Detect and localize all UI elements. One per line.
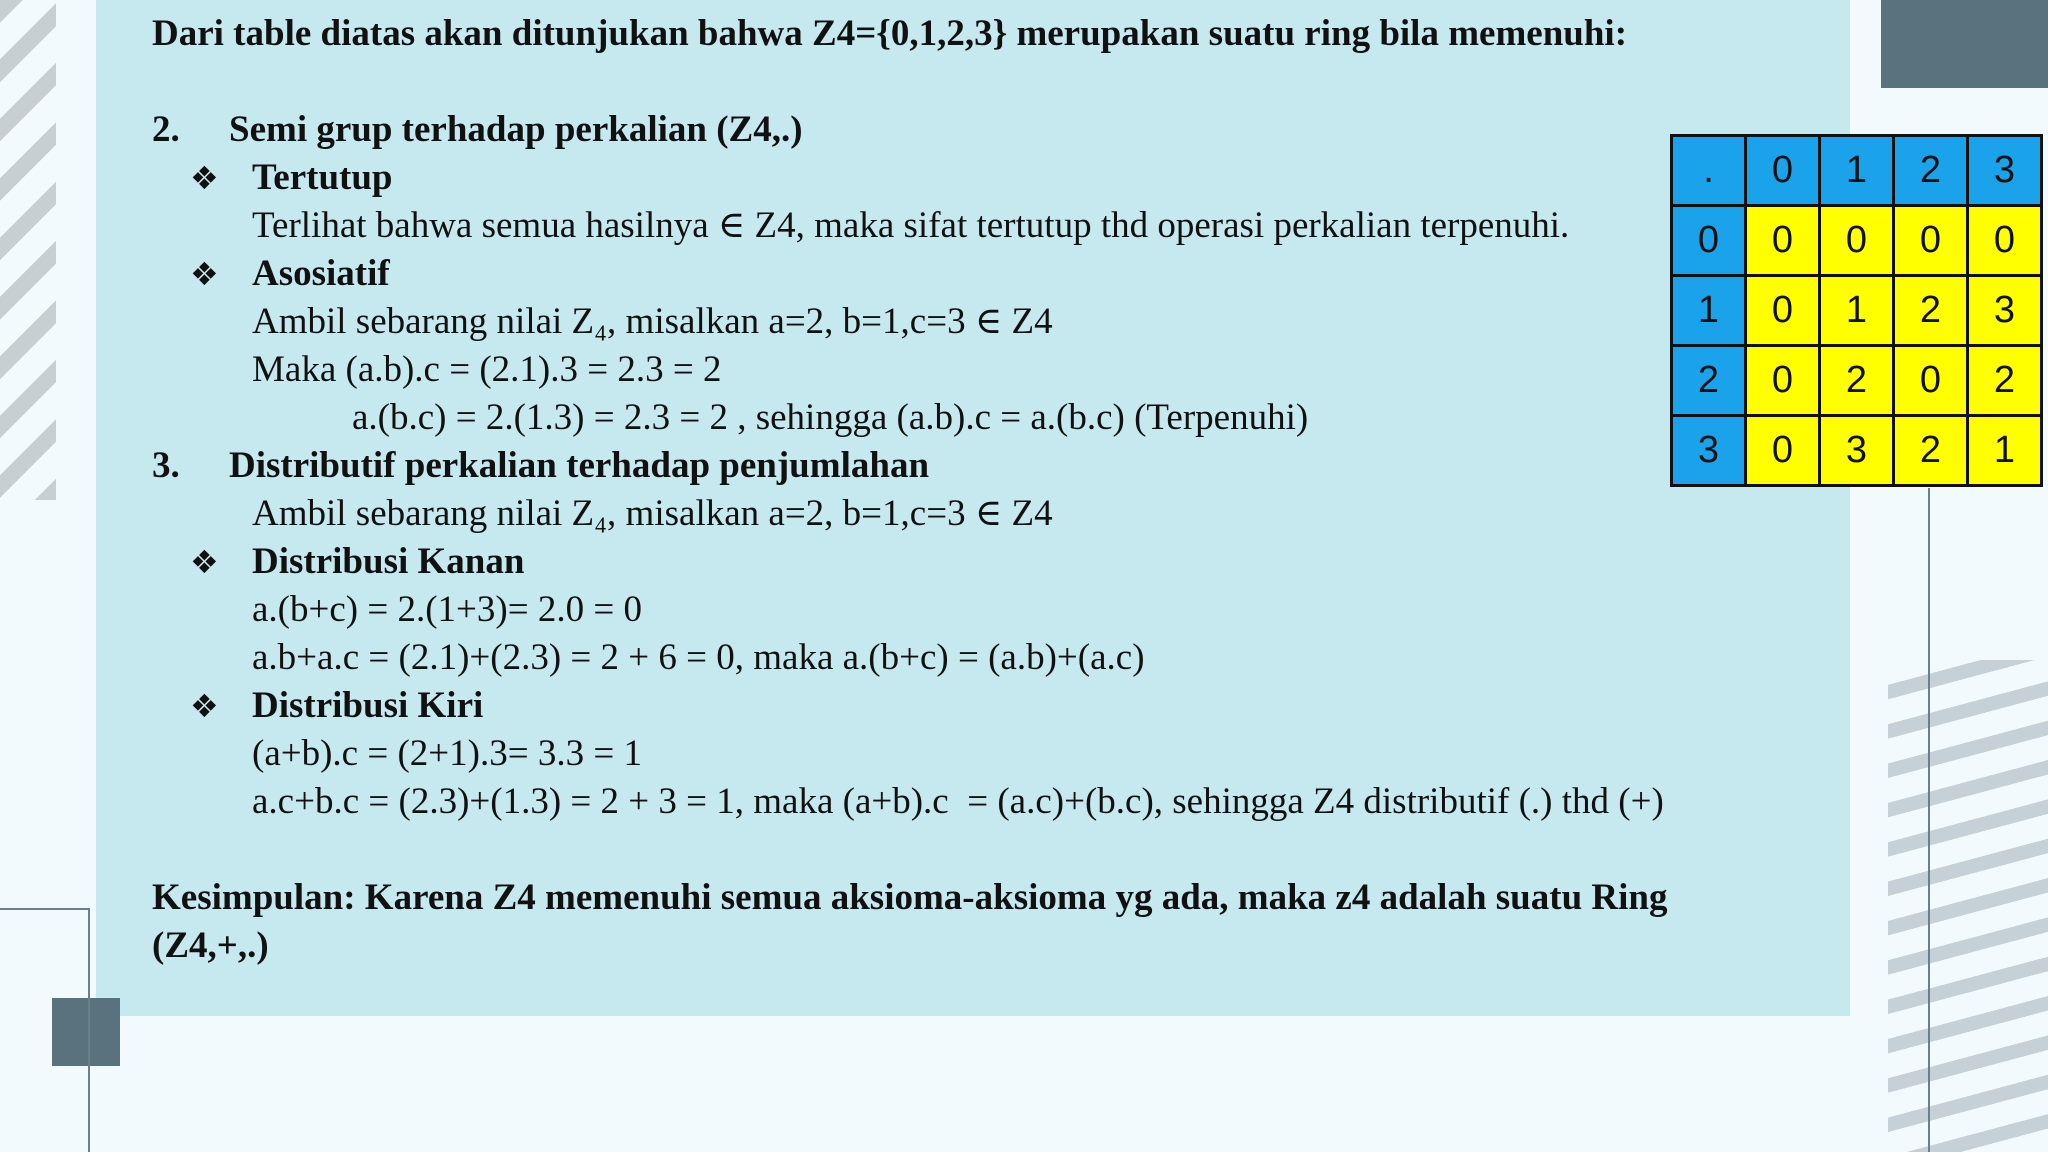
table-row: [1672, 206, 2042, 276]
table-cell: 0: [1894, 206, 1968, 276]
kiri-heading: [152, 682, 1872, 730]
left-frame-line: [0, 908, 90, 910]
table-header-cell: 1: [1820, 136, 1894, 206]
table-header-cell: .: [1672, 136, 1746, 206]
table-row-header: 0: [1672, 206, 1746, 276]
table-cell: 0: [1746, 276, 1820, 346]
section-3-title: Distributif perkalian terhadap penjumlahan: [229, 445, 930, 486]
kanan-line-1: a.(b+c) = 2.(1+3)= 2.0 = 0: [252, 589, 642, 630]
section-3-heading: [152, 442, 1872, 490]
table-cell: 0: [1820, 206, 1894, 276]
table-cell: 2: [1894, 416, 1968, 486]
table-cell: 1: [1820, 276, 1894, 346]
table-row: [1672, 416, 2042, 486]
intro-text: Dari table diatas akan ditunjukan bahwa Z4={0,1,2,3} merupakan suatu ring bila memenuhi:: [152, 13, 1628, 54]
left-frame-line-vertical: [88, 908, 90, 1152]
kiri-title: Distribusi Kiri: [252, 685, 484, 726]
tertutup-text: Terlihat bahwa semua hasilnya ∈ Z4, maka sifat tertutup thd operasi perkalian terpenuhi.: [252, 205, 1570, 246]
left-stripes-decoration: [0, 0, 56, 500]
section-2-number: 2.: [152, 109, 180, 150]
kiri-line-1: (a+b).c = (2+1).3= 3.3 = 1: [252, 733, 642, 774]
kanan-line-2: a.b+a.c = (2.1)+(2.3) = 2 + 6 = 0, maka a.(b+c) = (a.b)+(a.c): [252, 637, 1145, 678]
table-row-header: 2: [1672, 346, 1746, 416]
kiri-line-2: a.c+b.c = (2.3)+(1.3) = 2 + 3 = 1, maka (a+b).c = (a.c)+(b.c), sehingga Z4 distributif (.) thd (+): [252, 781, 1664, 822]
table-cell: 0: [1968, 206, 2042, 276]
tertutup-heading: [152, 154, 1872, 202]
table-header-row: [1672, 136, 2042, 206]
asosiatif-heading: [152, 250, 1872, 298]
table-cell: 3: [1820, 416, 1894, 486]
table-cell: 2: [1894, 276, 1968, 346]
asosiatif-line-2: Maka (a.b).c = (2.1).3 = 2.3 = 2: [252, 349, 722, 390]
table-header-cell: 2: [1894, 136, 1968, 206]
diamond-bullet-icon: ❖: [190, 159, 219, 197]
asosiatif-title: Asosiatif: [252, 253, 390, 294]
top-right-square-decoration: [1881, 0, 2048, 88]
conclusion-line-1: Kesimpulan: Karena Z4 memenuhi semua aksioma-aksioma yg ada, maka z4 adalah suatu Ring: [152, 877, 1668, 918]
right-frame-line: [1928, 488, 1930, 1152]
diamond-bullet-icon: ❖: [190, 543, 219, 581]
table-row: [1672, 276, 2042, 346]
table-header-cell: 0: [1746, 136, 1820, 206]
table-cell: 1: [1968, 416, 2042, 486]
diamond-bullet-icon: ❖: [190, 687, 219, 725]
table-row-header: 3: [1672, 416, 1746, 486]
right-stripes-decoration: [1888, 660, 2048, 1152]
table-header-cell: 3: [1968, 136, 2042, 206]
asosiatif-line-3: a.(b.c) = 2.(1.3) = 2.3 = 2 , sehingga (a.b).c = a.(b.c) (Terpenuhi): [352, 397, 1309, 438]
table-cell: 0: [1746, 346, 1820, 416]
multiplication-table: [1670, 134, 2043, 487]
table-cell: 2: [1820, 346, 1894, 416]
table-row: [1672, 346, 2042, 416]
section-2-title: Semi grup terhadap perkalian (Z4,.): [229, 109, 803, 150]
bottom-left-square-decoration: [52, 998, 120, 1066]
section-3-text: Ambil sebarang nilai Z₄, misalkan a=2, b=1,c=3 ∈ Z4: [252, 493, 1053, 534]
asosiatif-line-1: Ambil sebarang nilai Z₄, misalkan a=2, b=1,c=3 ∈ Z4: [252, 301, 1053, 342]
conclusion-line-2: (Z4,+,.): [152, 925, 269, 966]
table-cell: 0: [1746, 416, 1820, 486]
table-cell: 3: [1968, 276, 2042, 346]
table-cell: 0: [1746, 206, 1820, 276]
slide-text: [152, 10, 1872, 970]
tertutup-title: Tertutup: [252, 157, 393, 198]
table-cell: 2: [1968, 346, 2042, 416]
kanan-title: Distribusi Kanan: [252, 541, 525, 582]
kanan-heading: [152, 538, 1872, 586]
table-row-header: 1: [1672, 276, 1746, 346]
section-3-number: 3.: [152, 445, 180, 486]
table-cell: 0: [1894, 346, 1968, 416]
section-2-heading: [152, 106, 1872, 154]
diamond-bullet-icon: ❖: [190, 255, 219, 293]
